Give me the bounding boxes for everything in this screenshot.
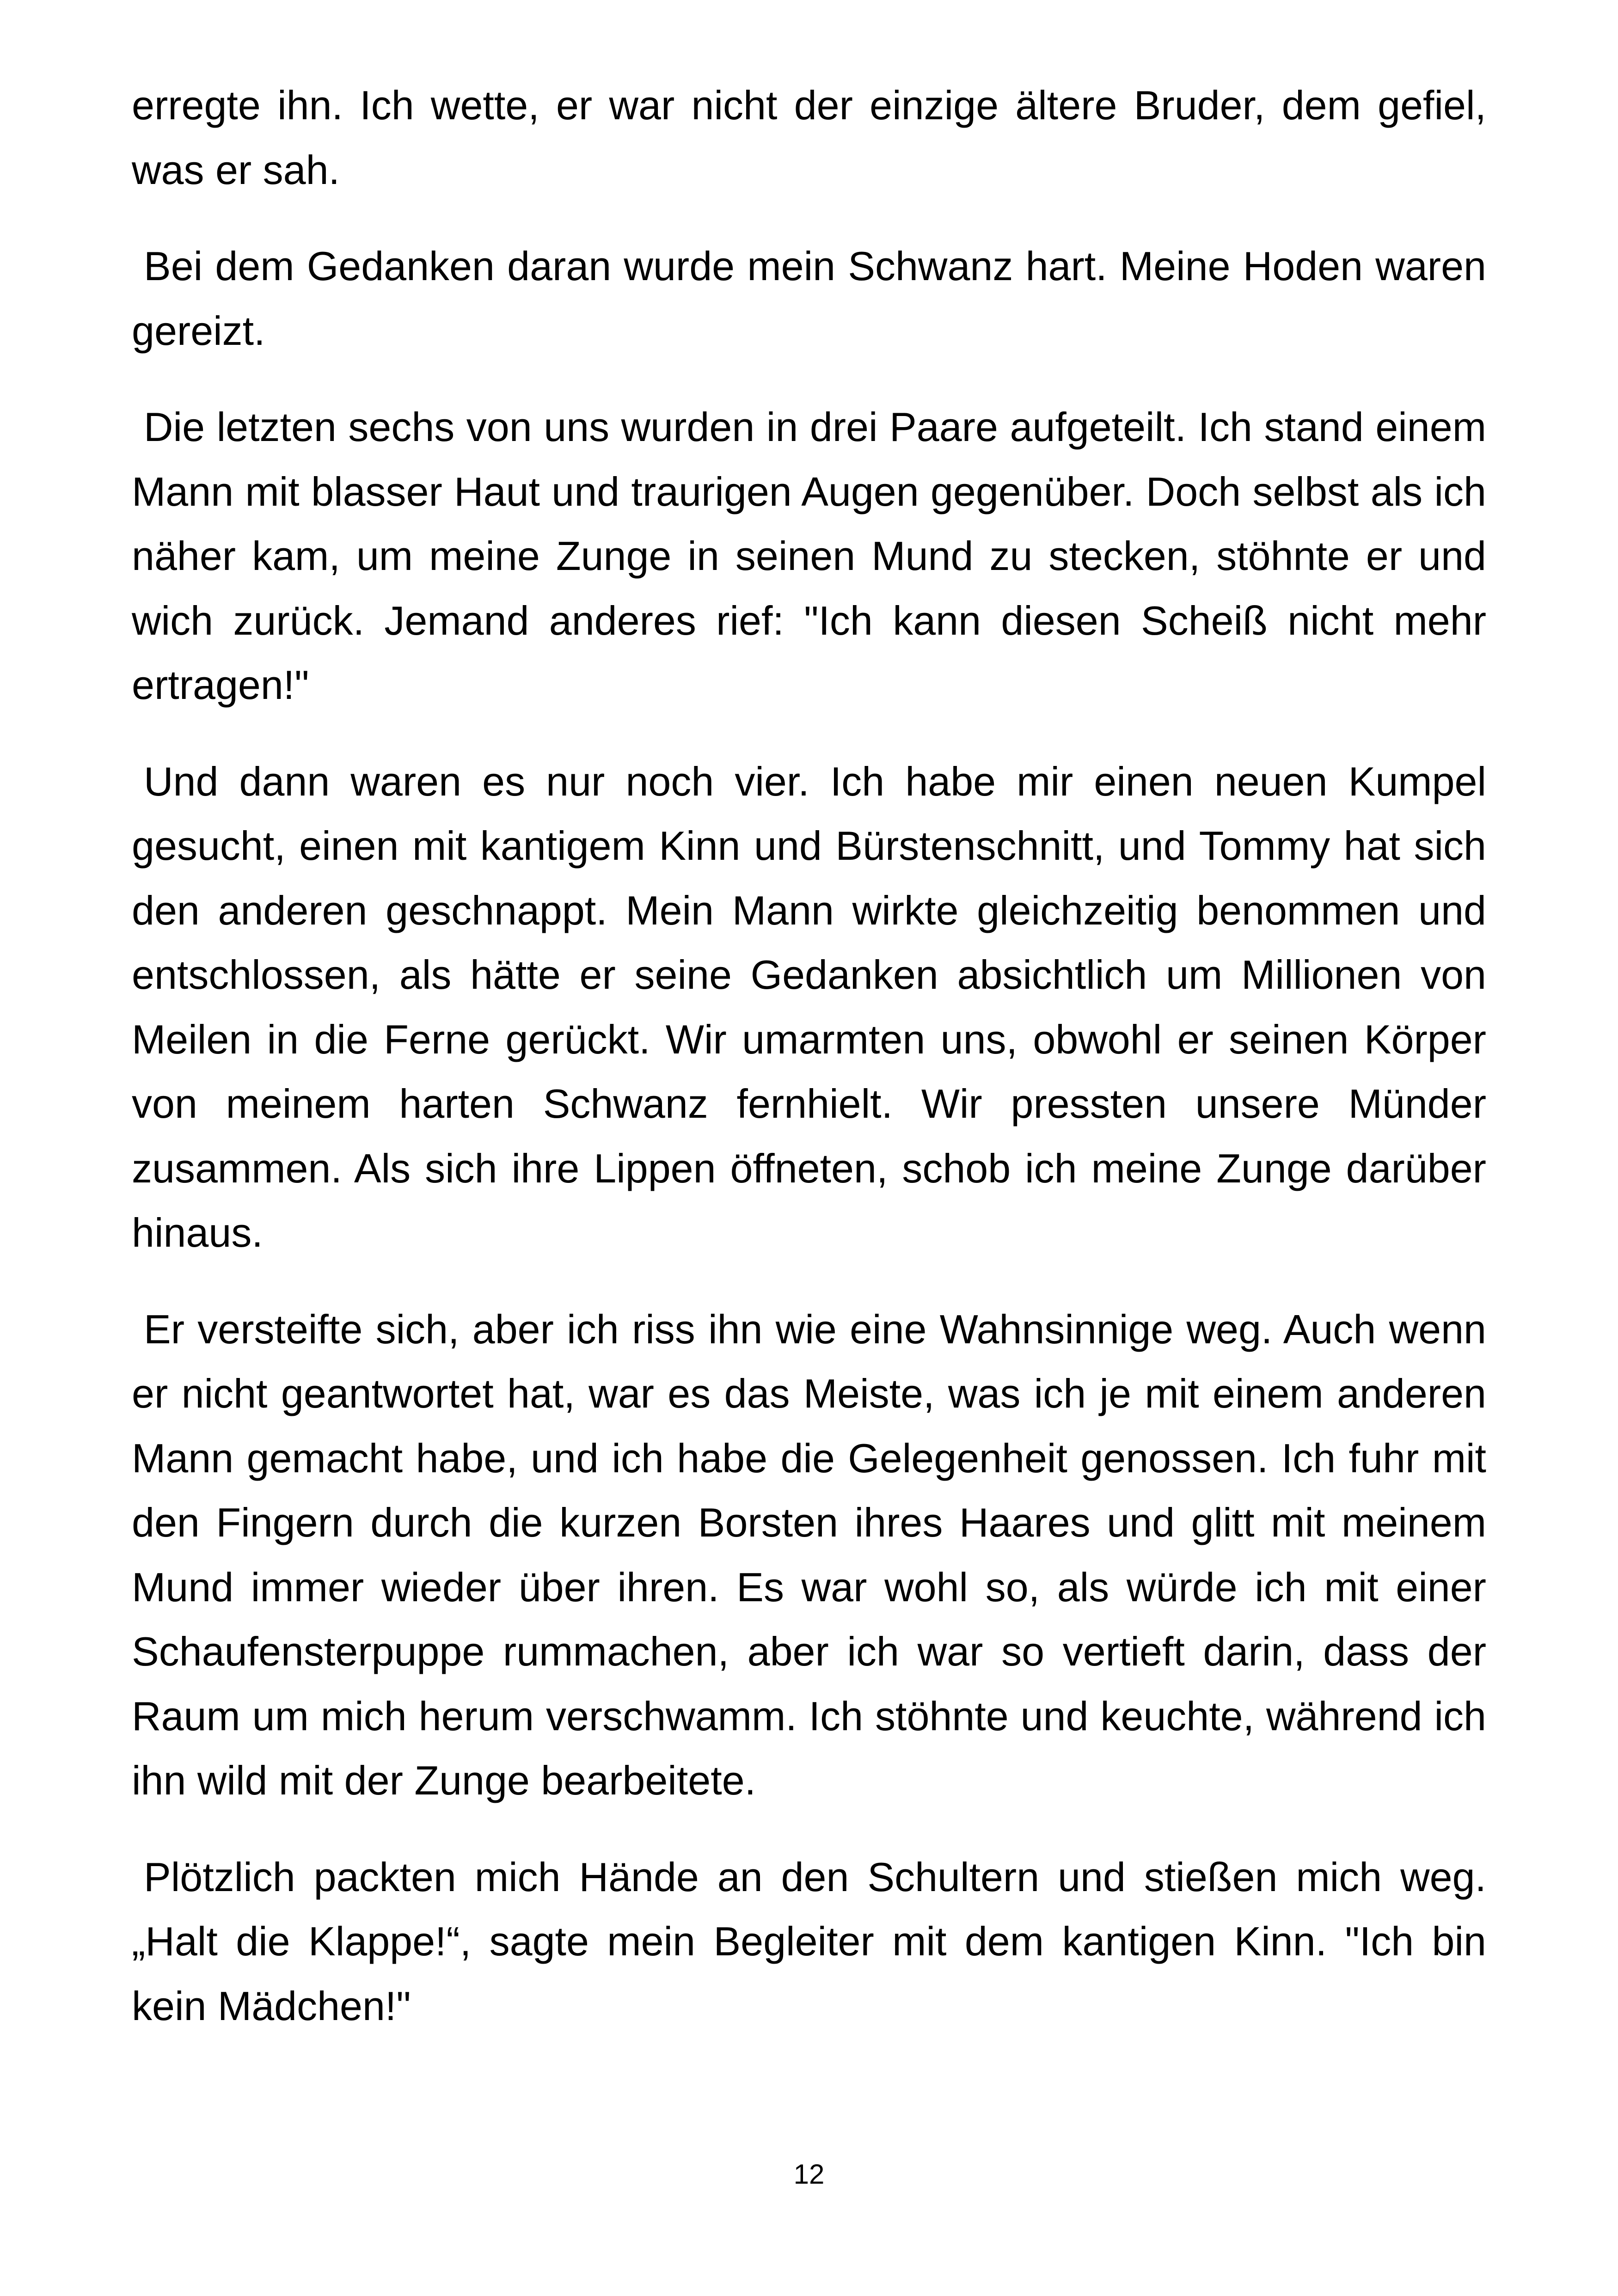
paragraph-3: Die letzten sechs von uns wurden in drei Paare aufgeteilt. Ich stand einem Mann mit blasser Haut und traurigen Augen gegenüber. Doch selbst als ich näher kam, um meine Zunge in seinen Mund zu stecken, stöhnte er und wich zurück. Jemand anderes rief: "Ich kann diesen Scheiß nicht mehr ertragen!" <box>132 404 1486 708</box>
paragraph-5: Er versteifte sich, aber ich riss ihn wie eine Wahnsinnige weg. Auch wenn er nicht geantwortet hat, war es das Meiste, was ich je mit einem anderen Mann gemacht habe, und ich habe die Gelegenheit genossen. Ich fuhr mit den Fingern durch die kurzen Borsten ihres Haares und glitt mit meinem Mund immer wieder über ihren. Es war wohl so, als würde ich mit einer Schaufensterpuppe rummachen, aber ich war so vertieft darin, dass der Raum um mich herum verschwamm. Ich stöhnte und keuchte, während ich ihn wild mit der Zunge bearbeitete. <box>132 1306 1486 1803</box>
paragraph-4: Und dann waren es nur noch vier. Ich habe mir einen neuen Kumpel gesucht, einen mit kantigem Kinn und Bürstenschnitt, und Tommy hat sich den anderen geschnappt. Mein Mann wirkte gleichzeitig benommen und entschlossen, als hätte er seine Gedanken absichtlich um Millionen von Meilen in die Ferne gerückt. Wir umarmten uns, obwohl er seinen Körper von meinem harten Schwanz fernhielt. Wir pressten unsere Münder zusammen. Als sich ihre Lippen öffneten, schob ich meine Zunge darüber hinaus. <box>132 758 1486 1255</box>
paragraph-6: Plötzlich packten mich Hände an den Schultern und stießen mich weg. „Halt die Klappe!“, sagte mein Begleiter mit dem kantigen Kinn. "Ich bin kein Mädchen!" <box>132 1854 1486 2029</box>
body-text <box>132 73 1486 2070</box>
paragraph-1: erregte ihn. Ich wette, er war nicht der einzige ältere Bruder, dem gefiel, was er sah. <box>132 82 1486 193</box>
paragraph-2: Bei dem Gedanken daran wurde mein Schwanz hart. Meine Hoden waren gereizt. <box>132 243 1486 354</box>
page-number: 12 <box>793 2159 825 2190</box>
